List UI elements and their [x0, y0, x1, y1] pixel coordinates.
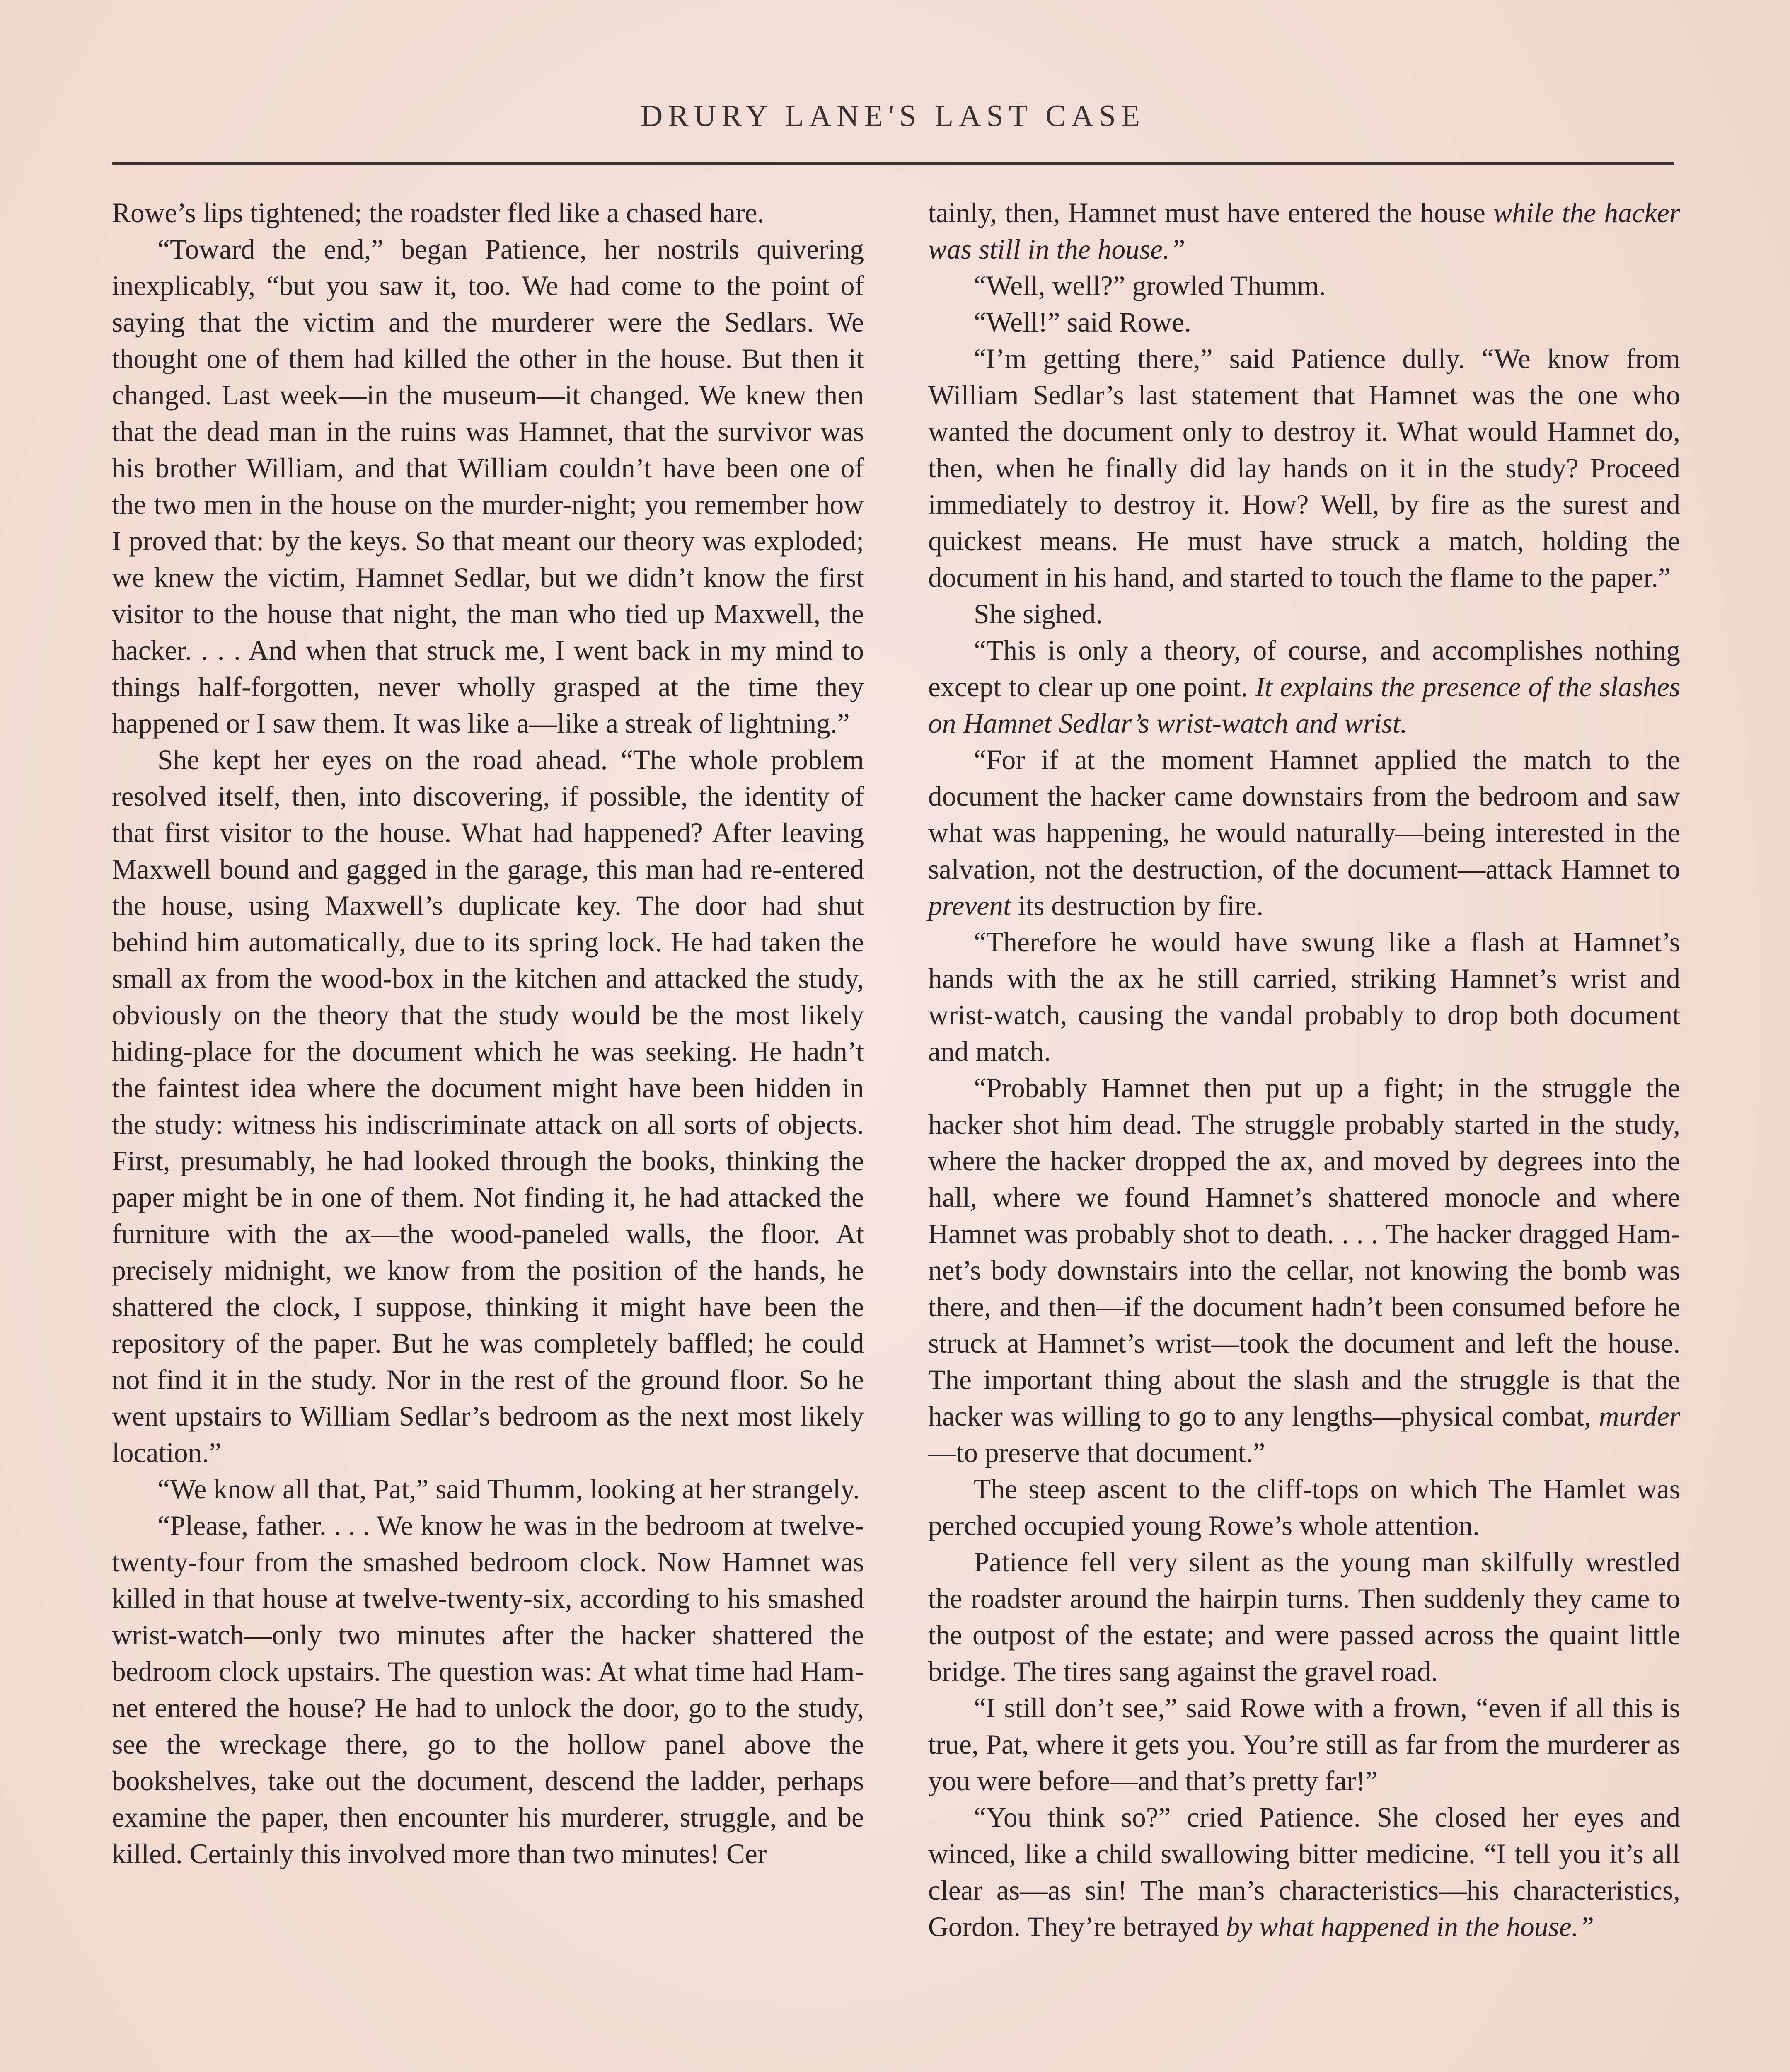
- italic-text: while the hacker was still in the house.”: [928, 197, 1680, 265]
- paragraph-text: “For if at the moment Hamnet applied the match to the document the hacker came downstairs from the bedroom and saw what was happening, he would naturally—being interested in the salvation, not the destruction, of the document—attack Hamnet to: [928, 744, 1680, 885]
- paragraph-text: “Well!” said Rowe.: [974, 307, 1192, 338]
- paragraph: [928, 1690, 1680, 1799]
- paragraph: [928, 632, 1680, 742]
- paragraph: [928, 742, 1680, 924]
- paragraph-text: “Please, father. . . . We know he was in the bedroom at twelve-twenty-four from the smashed bedroom clock. Now Hamnet was killed in that house at twelve-twenty-six, according to his smashed wrist-watch—only two minutes after the hacker shattered the bedroom clock upstairs. The question was: At what time had Hamnet entered the house? He had to unlock the door, go to the study, see the wreckage there, go to the hollow panel above the bookshelves, take out the document, descend the ladder, perhaps examine the paper, then encounter his murderer, struggle, and be killed. Certainly this involved more than two minutes! Cer: [112, 1510, 864, 1869]
- paragraph: [928, 1471, 1680, 1544]
- paragraph-text: “Well, well?” growled Thumm.: [974, 270, 1326, 301]
- paragraph: [928, 341, 1680, 596]
- paragraph-text-tail: —to preserve that document.”: [928, 1437, 1265, 1468]
- paragraph: [112, 231, 864, 742]
- paragraph: [112, 1471, 864, 1508]
- paragraph-text: She sighed.: [974, 598, 1103, 629]
- paragraph-text: “Toward the end,” began Patience, her nostrils quivering inexplicably, “but you saw it, too. We had come to the point of saying that the victim and the murderer were the Sedlars. We thought one of them had killed the other in the house. But then it changed. Last week—in the museum—it changed. We knew then that the dead man in the ruins was Hamnet, that the survivor was his brother William, and that William couldn’t have been one of the two men in the house on the murder-night; you remember how I proved that: by the keys. So that meant our theory was exploded; we knew the victim, Hamnet Sedlar, but we didn’t know the first visitor to the house that night, the man who tied up Maxwell, the hacker. . . . And when that struck me, I went back in my mind to things half-forgotten, never wholly grasped at the time they happened or I saw them. It was like a—like a streak of lightning.”: [112, 234, 864, 739]
- paragraph: [112, 195, 864, 231]
- paragraph-text: “I’m getting there,” said Patience dully. “We know from William Sedlar’s last statement that Hamnet was the one who wanted the document only to destroy it. What would Hamnet do, then, when he finally did lay hands on it in the study? Proceed immediately to destroy it. How? Well, by fire as the surest and quickest means. He must have struck a match, holding the document in his hand, and started to touch the flame to the paper.”: [928, 343, 1680, 593]
- paragraph-text: “Therefore he would have swung like a flash at Hamnet’s hands with the ax he still carried, striking Hamnet’s wrist and wrist-watch, causing the vandal probably to drop both document and match.: [928, 927, 1680, 1067]
- italic-text: murder: [1599, 1401, 1680, 1432]
- paragraph-text: “We know all that, Pat,” said Thumm, looking at her strangely.: [157, 1474, 860, 1505]
- paragraph-text: “You think so?” cried Patience. She closed her eyes and winced, like a child swallowing bitter medicine. “I tell you it’s all clear as—as sin! The man’s characteristics—his characteristics, Gordon. They’re betrayed: [928, 1802, 1680, 1942]
- paragraph: [928, 195, 1680, 268]
- paragraph: [928, 1544, 1680, 1690]
- paragraph-text: Patience fell very silent as the young man skilfully wrestled the roadster around the hairpin turns. Then suddenly they came to the outpost of the estate; and were passed across the quaint little bridge. The tires sang against the gravel road.: [928, 1547, 1680, 1687]
- paragraph-text-tail: its destruction by fire.: [1011, 890, 1264, 921]
- paragraph-text: “I still don’t see,” said Rowe with a frown, “even if all this is true, Pat, where it gets you. You’re still as far from the murderer as you were before—and that’s pretty far!”: [928, 1692, 1680, 1796]
- paragraph-text: tainly, then, Hamnet must have entered the house: [928, 197, 1494, 228]
- header-rule: [112, 162, 1674, 165]
- paragraph: [112, 742, 864, 1471]
- paragraph: [928, 924, 1680, 1070]
- paragraph: [928, 304, 1680, 341]
- paragraph-text: She kept her eyes on the road ahead. “The whole problem resolved itself, then, into discovering, if possible, the identity of that first visitor to the house. What had happened? After leaving Maxwell bound and gagged in the garage, this man had re-entered the house, using Maxwell’s duplicate key. The door had shut behind him automatically, due to its spring lock. He had taken the small ax from the wood-box in the kitchen and attacked the study, obviously on the theory that the study would be the most likely hiding-place for the document which he was seeking. He hadn’t the faintest idea where the document might have been hidden in the study: witness his indiscriminate attack on all sorts of objects. First, presumably, he had looked through the books, thinking the paper might be in one of them. Not finding it, he had attacked the furniture with the ax—the wood-paneled walls, the floor. At precisely midnight, we know from the position of the hands, he shattered the clock, I suppose, thinking it might have been the repository of the paper. But he was completely baffled; he could not find it in the study. Nor in the rest of the ground floor. So he went upstairs to William Sedlar’s bedroom as the next most likely location.”: [112, 744, 864, 1468]
- running-head: DRURY LANE'S LAST CASE: [640, 99, 1146, 133]
- paragraph-text: Rowe’s lips tightened; the roadster fled like a chased hare.: [112, 197, 764, 228]
- right-column: [928, 195, 1680, 1945]
- paragraph-text: “This is only a theory, of course, and accomplishes nothing except to clear up one point.: [928, 635, 1680, 702]
- paragraph-text: The steep ascent to the cliff-tops on which The Hamlet was perched occupied young Rowe’s whole attention.: [928, 1474, 1680, 1541]
- paragraph: [928, 1799, 1680, 1945]
- paragraph: [928, 1070, 1680, 1471]
- paragraph: [112, 1508, 864, 1872]
- paragraph: [928, 268, 1680, 304]
- italic-text: prevent: [928, 890, 1011, 921]
- paragraph: [928, 596, 1680, 632]
- left-column: [112, 195, 864, 1872]
- italic-text: by what happened in the house.”: [1226, 1911, 1594, 1942]
- italic-text: It explains the presence of the slashes on Hamnet Sedlar’s wrist-watch and wrist.: [928, 671, 1680, 739]
- paragraph-text: “Probably Hamnet then put up a fight; in the struggle the hacker shot him dead. The struggle probably started in the study, where the hacker dropped the ax, and moved by degrees into the hall, where we found Hamnet’s shattered monocle and where Hamnet was probably shot to death. . . . The hacker dragged Hamnet’s body downstairs into the cellar, not knowing the bomb was there, and then—if the document hadn’t been consumed before he struck at Hamnet’s wrist—took the document and left the house. The important thing about the slash and the struggle is that the hacker was willing to go to any lengths—physical combat,: [928, 1072, 1680, 1432]
